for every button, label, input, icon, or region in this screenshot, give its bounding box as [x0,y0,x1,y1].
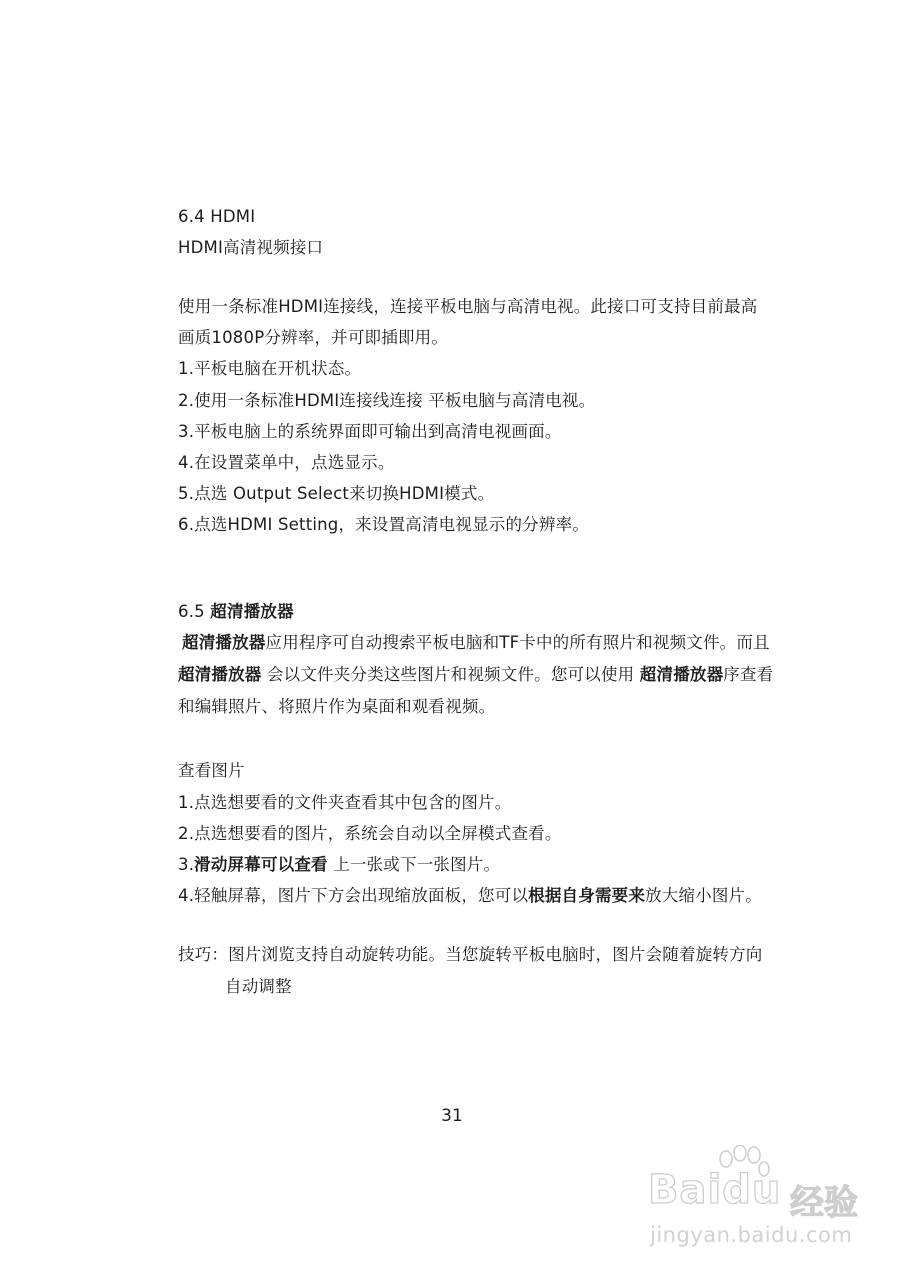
section-player-number: 6.5 [178,602,211,621]
hdmi-step: 2.使用一条标准HDMI连接线连接 平板电脑与高清电视。 [178,391,596,410]
view-pictures-title: 查看图片 [178,761,245,780]
player-paragraph-text: 应用程序可自动搜索平板电脑和TF卡中的所有照片和视频文件。而且 [265,633,770,652]
view-step-2: 2.点选想要看的图片，系统会自动以全屏模式查看。 [178,824,562,843]
step-emphasis: 滑动屏幕可以查看 [194,855,328,874]
page-number: 31 [441,1106,463,1126]
hdmi-step: 4.在设置菜单中，点选显示。 [178,453,395,472]
app-name: 超清播放器 [182,633,266,652]
app-name: 超清播放器 [178,665,262,684]
player-paragraph-line-2 [178,664,773,686]
hdmi-intro-line-2: 画质1080P分辨率，并可即插即用。 [178,328,449,347]
section-player-heading [178,601,294,623]
view-step-4 [178,885,762,907]
hdmi-step: 6.点选HDMI Setting，来设置高清电视显示的分辨率。 [178,515,589,534]
step-text: 4.轻触屏幕，图片下方会出现缩放面板，您可以 [178,886,529,905]
player-paragraph-line-3: 和编辑照片、将照片作为桌面和观看视频。 [178,697,496,716]
tip-line-1: 技巧：图片浏览支持自动旋转功能。当您旋转平板电脑时，图片会随着旋转方向 [178,945,763,964]
player-paragraph-text: 序查看 [723,665,774,684]
baidu-logo-text: Baidu [648,1167,782,1213]
player-paragraph-line-1 [182,632,770,654]
step-emphasis: 根据自身需要来 [528,886,646,905]
step-text: 上一张或下一张图片。 [327,855,501,874]
tip-line-2: 自动调整 [225,977,292,996]
app-name: 超清播放器 [639,665,724,684]
view-step-3 [178,854,500,876]
section-player-title: 超清播放器 [210,602,294,621]
hdmi-intro-line-1: 使用一条标准HDMI连接线，连接平板电脑与高清电视。此接口可支持目前最高 [178,297,758,316]
hdmi-step: 5.点选 Output Select来切换HDMI模式。 [178,484,495,503]
baidu-jingyan-watermark [640,1145,870,1255]
jingyan-text: 经验 [790,1183,858,1223]
watermark-url: jingyan.baidu.com [650,1223,853,1247]
step-text: 放大缩小图片。 [645,886,762,905]
step-number: 3. [178,855,195,874]
player-paragraph-text: 会以文件夹分类这些图片和视频文件。您可以使用 [261,665,640,684]
section-hdmi-heading: 6.4 HDMI [178,207,256,226]
view-step-1: 1.点选想要看的文件夹查看其中包含的图片。 [178,793,512,812]
hdmi-step: 1.平板电脑在开机状态。 [178,359,362,378]
hdmi-step: 3.平板电脑上的系统界面即可输出到高清电视画面。 [178,422,562,441]
section-hdmi-subheading: HDMI高清视频接口 [178,238,324,257]
